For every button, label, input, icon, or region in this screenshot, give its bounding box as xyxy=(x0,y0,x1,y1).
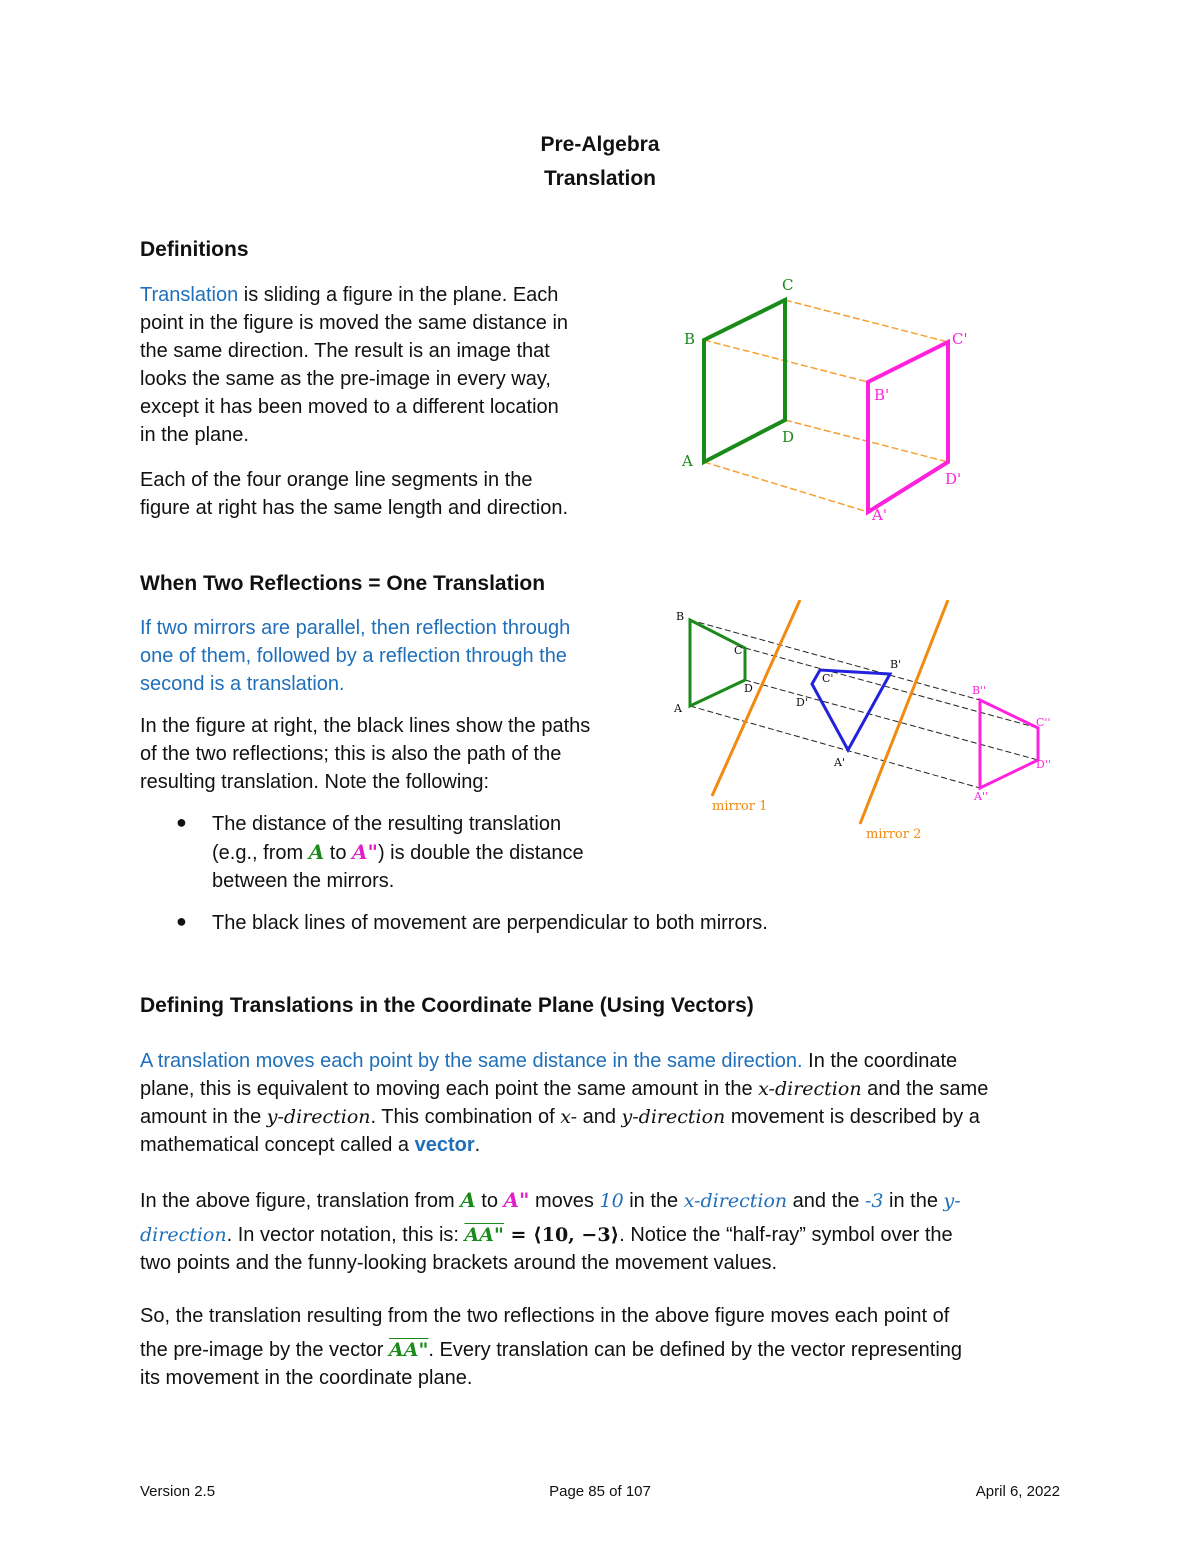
text-line: If two mirrors are parallel, then reflection through xyxy=(140,617,571,639)
mirror-2-line xyxy=(860,600,948,824)
text-line xyxy=(140,1221,1070,1249)
text-run: the pre-image by the vector xyxy=(140,1339,390,1361)
orange-paths xyxy=(704,300,948,512)
image-quad xyxy=(868,342,948,512)
footer-version: Version 2.5 xyxy=(140,1483,216,1500)
text-run: x- xyxy=(560,1106,578,1128)
page-title-line1: Pre-Algebra xyxy=(540,133,660,156)
text-run: in the xyxy=(883,1190,944,1212)
text-line xyxy=(140,1336,1070,1364)
text-run: movement is described by a xyxy=(725,1106,980,1128)
text-run: y-direction xyxy=(621,1106,726,1128)
bullet-item-1 xyxy=(212,810,584,895)
reflections-figure xyxy=(670,600,1070,850)
text-line xyxy=(212,838,584,867)
vector-components: = ⟨10, −3⟩ xyxy=(503,1224,620,1246)
text-line: looks the same as the pre-image in every way, xyxy=(140,368,551,390)
vectors-paragraph-3 xyxy=(140,1302,1070,1392)
footer-date: April 6, 2022 xyxy=(975,1483,1060,1500)
definitions-heading: Definitions xyxy=(140,238,249,261)
page-title-line2: Translation xyxy=(543,167,657,190)
text-run: . xyxy=(474,1134,481,1156)
label-C-prime: C' xyxy=(952,330,968,348)
reflections-highlight xyxy=(140,614,570,698)
label-B-prime: B' xyxy=(890,658,902,671)
text-run: (e.g., from xyxy=(212,842,309,864)
text-run: direction xyxy=(140,1224,227,1246)
point-A-double-prime: A" xyxy=(503,1188,530,1212)
text-run: x-direction xyxy=(758,1078,862,1100)
term-translation: Translation xyxy=(140,284,239,306)
label-A: A xyxy=(682,452,693,470)
text-run: . This combination of xyxy=(370,1106,561,1128)
text-run: amount in the xyxy=(140,1106,267,1128)
text-run: x-direction xyxy=(683,1190,788,1212)
text-line: the same direction. The result is an image that xyxy=(140,340,550,362)
label-B: B xyxy=(684,330,696,348)
vector-AA-double-prime: AA" xyxy=(389,1339,429,1361)
text-line: The distance of the resulting translation xyxy=(212,813,562,835)
text-run: to xyxy=(475,1190,504,1212)
text-run: . Every translation can be defined by the vector representing xyxy=(428,1339,963,1361)
label-D-prime: D' xyxy=(796,696,808,709)
label-D-double-prime: D'' xyxy=(1036,758,1051,771)
text-line: point in the figure is moved the same distance in xyxy=(140,312,569,334)
second-image-quad xyxy=(980,700,1038,788)
text-run: y-direction xyxy=(266,1106,371,1128)
text-line: except it has been moved to a different location xyxy=(140,396,559,418)
text-run: . Notice the “half-ray” symbol over the xyxy=(619,1224,953,1246)
text-run: ) is double the distance xyxy=(377,842,584,864)
preimage-quad xyxy=(704,300,785,462)
text-run: and the xyxy=(787,1190,865,1212)
label-B-double-prime: B'' xyxy=(972,684,987,697)
definitions-paragraph-1 xyxy=(140,281,568,449)
path-C xyxy=(785,300,948,342)
text-run: plane, this is equivalent to moving each point the same amount in the xyxy=(140,1078,759,1100)
text-line xyxy=(140,1186,1070,1215)
movement-line xyxy=(745,680,1038,760)
text-line: figure at right has the same length and direction. xyxy=(140,497,569,519)
footer-page-number: Page 85 of 107 xyxy=(549,1483,651,1500)
label-A-double-prime: A'' xyxy=(974,790,988,803)
label-D: D xyxy=(782,428,795,446)
text-line: Each of the four orange line segments in the xyxy=(140,469,533,491)
reflections-paragraph xyxy=(140,712,590,796)
value-minus-3: -3 xyxy=(864,1190,884,1212)
label-D-prime: D' xyxy=(945,470,962,488)
label-B: B xyxy=(676,610,685,623)
point-A: A xyxy=(460,1188,476,1212)
bullet-item-2: The black lines of movement are perpendicular to both mirrors. xyxy=(212,912,768,934)
path-A xyxy=(704,462,868,512)
label-D: D xyxy=(744,682,753,695)
text-line: of the two reflections; this is also the path of the xyxy=(140,743,562,765)
text-run: and the same xyxy=(861,1078,989,1100)
definitions-paragraph-2 xyxy=(140,466,568,522)
text-line: in the plane. xyxy=(140,424,249,446)
text-line: one of them, followed by a reflection through the xyxy=(140,645,567,667)
label-C-double-prime: C'' xyxy=(1036,716,1051,729)
text-line xyxy=(140,1103,1070,1131)
label-mirror-1: mirror 1 xyxy=(712,799,768,814)
text-line xyxy=(140,1047,1070,1075)
label-B-prime: B' xyxy=(874,386,890,404)
bullet-icon: ● xyxy=(176,911,187,931)
label-C: C xyxy=(782,276,794,294)
text-run: A translation moves each point by the same distance in the same direction. xyxy=(140,1050,803,1072)
text-line: In the figure at right, the black lines show the paths xyxy=(140,715,591,737)
text-line xyxy=(140,1131,1070,1159)
text-line: So, the translation resulting from the two reflections in the above figure moves each point of xyxy=(140,1305,950,1327)
point-A-double-prime: A" xyxy=(352,840,378,864)
text-run: . In vector notation, this is: xyxy=(226,1224,465,1246)
label-C: C xyxy=(734,644,743,657)
text-run: mathematical concept called a xyxy=(140,1134,415,1156)
translation-figure xyxy=(670,270,980,530)
label-mirror-2: mirror 2 xyxy=(866,827,922,842)
text-run: In the coordinate xyxy=(802,1050,958,1072)
text-run: to xyxy=(324,842,353,864)
bullet-icon: ● xyxy=(176,812,187,832)
vectors-paragraph-2 xyxy=(140,1186,1070,1277)
text-run: In the above figure, translation from xyxy=(140,1190,461,1212)
text-line: between the mirrors. xyxy=(212,870,395,892)
value-10: 10 xyxy=(599,1190,624,1212)
vectors-heading: Defining Translations in the Coordinate Plane (Using Vectors) xyxy=(140,994,754,1017)
text-run: moves xyxy=(529,1190,600,1212)
text-run: and xyxy=(577,1106,622,1128)
text-run: y- xyxy=(943,1190,961,1212)
term-vector: vector xyxy=(414,1134,475,1156)
text-line: its movement in the coordinate plane. xyxy=(140,1367,473,1389)
label-C-prime: C' xyxy=(822,672,834,685)
text-run: in the xyxy=(623,1190,684,1212)
label-A: A xyxy=(674,702,682,715)
text-line: resulting translation. Note the following: xyxy=(140,771,490,793)
vectors-paragraph-1 xyxy=(140,1047,1070,1159)
reflections-heading: When Two Reflections = One Translation xyxy=(140,572,546,595)
label-A-prime: A' xyxy=(872,506,887,524)
text-line xyxy=(140,281,568,309)
text-line: second is a translation. xyxy=(140,673,345,695)
text-run: is sliding a figure in the plane. Each xyxy=(238,284,559,306)
label-A-prime: A' xyxy=(834,756,845,769)
text-line xyxy=(140,1075,1070,1103)
vector-AA-double-prime: AA" xyxy=(464,1224,504,1246)
text-line: two points and the funny-looking brackets around the movement values. xyxy=(140,1252,778,1274)
point-A: A xyxy=(308,840,325,864)
